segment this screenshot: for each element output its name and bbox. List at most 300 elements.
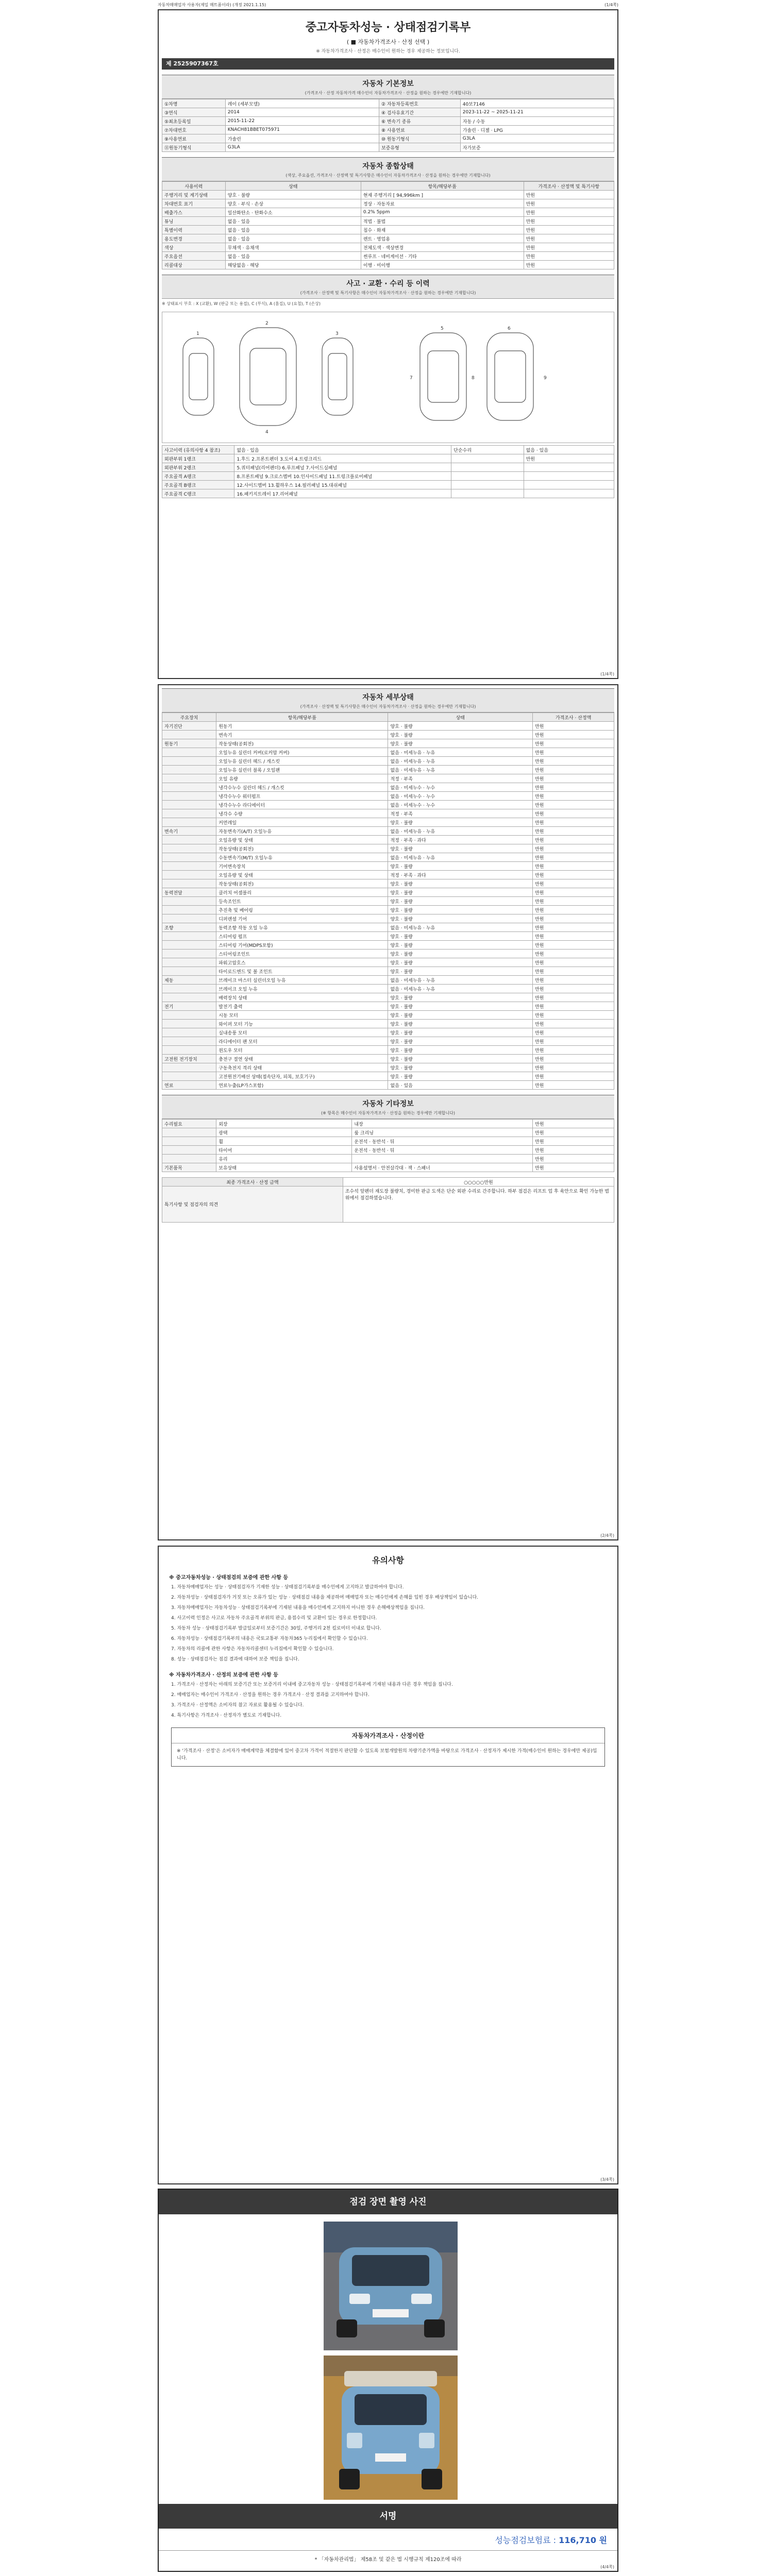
detail-row [162, 1081, 614, 1090]
detail-row [162, 1055, 614, 1063]
svg-text:8: 8 [472, 376, 475, 381]
detail-row [162, 792, 614, 801]
basic-info-title: 자동차 기본정보 [362, 80, 414, 88]
page-1 [158, 9, 618, 679]
special-notes-text: 조수석 앞펜더 재도장 불량치, 경미한 판금 도색은 단순 외판 수리로 간주합니다. 하부 점검은 리프트 업 후 육안으로 확인 가능한 범위에서 점검하였습니다. [343, 1187, 614, 1223]
page-number: (4/4쪽) [600, 2565, 614, 2569]
total-status-row-cell: 만원 [524, 191, 614, 199]
other-info-row-cell: 휠 [216, 1137, 352, 1146]
detail-row-cell: 양호 · 불량 [388, 1046, 533, 1055]
detail-row-cell: 스티어링조인트 [216, 950, 388, 958]
detail-row-cell: 작동상태(공회전) [216, 739, 388, 748]
detail-row-cell: 등속조인트 [216, 897, 388, 906]
total-status-subtitle: (색상, 주요옵션, 가격조사 · 산정액 및 특기사항은 매수인이 자동차가격조사 · 산정을 원하는 경우에만 기재합니다) [285, 173, 491, 178]
accident-row-cell: 1.후드 2.프론트펜더 3.도어 4.트렁크리드 [234, 454, 451, 463]
svg-text:3: 3 [335, 331, 339, 336]
column-header: 상태 [388, 713, 533, 722]
detail-row-cell: 만원 [533, 739, 614, 748]
total-status-row-cell: 배출가스 [162, 208, 226, 217]
detail-row-cell: 양호 · 불량 [388, 906, 533, 914]
detail-row-cell: 적정 · 부족 · 과다 [388, 836, 533, 844]
other-info-row-cell: 만원 [533, 1128, 614, 1137]
detail-row-cell: 만원 [533, 950, 614, 958]
accident-row-cell [451, 463, 524, 472]
detail-row-cell: 라디에이터 팬 모터 [216, 1037, 388, 1046]
basic-info-row [162, 117, 614, 126]
page-4 [158, 2189, 618, 2572]
basic-info-row-cell: ⑥ 변속기 종류 [379, 117, 460, 126]
notice-item: 5. 자동차 성능 · 상태점검기록부 발급일로부터 보증기간은 30일, 주행거리 2천 킬로미터 이내로 합니다. [171, 1626, 381, 1631]
detail-row [162, 1063, 614, 1072]
detail-row-cell: 양호 · 불량 [388, 1028, 533, 1037]
detail-row-cell: 만원 [533, 809, 614, 818]
detail-row-cell: 만원 [533, 783, 614, 792]
detail-row-cell [162, 1063, 216, 1072]
detail-row-cell: 냉각수누수 실린더 헤드 / 개스킷 [216, 783, 388, 792]
detail-row-cell: 변속기 [162, 827, 216, 836]
total-status-row-cell: 만원 [524, 199, 614, 208]
detail-row-cell: 만원 [533, 792, 614, 801]
detail-row [162, 914, 614, 923]
total-status-row-cell: 만원 [524, 252, 614, 261]
detail-row-cell: 만원 [533, 976, 614, 985]
detail-row-cell: 만원 [533, 801, 614, 809]
detail-row-cell: 연료누출(LP가스포함) [216, 1081, 388, 1090]
basic-info-row-cell: 가솔린 · 디젤 · LPG [460, 126, 614, 134]
notice-item: 2. 자동차성능 · 상태점검자가 거짓 또는 오류가 있는 성능 · 상태점검 내용을 제공하여 매매업자 또는 매수인에게 손해를 입힌 경우 배상책임이 있습니다. [171, 1595, 479, 1600]
basic-info-table [162, 99, 614, 152]
basic-info-row-cell: 2023-11-22 ~ 2025-11-21 [460, 108, 614, 117]
detail-row [162, 897, 614, 906]
detail-row-cell: 만원 [533, 818, 614, 827]
total-status-row-cell: 만원 [524, 243, 614, 252]
other-info-title: 자동차 기타정보 [362, 1100, 414, 1108]
detail-row-cell: 양호 · 불량 [388, 1055, 533, 1063]
detail-row-cell: 와이퍼 모터 기능 [216, 1020, 388, 1028]
detail-row-cell: 양호 · 불량 [388, 1072, 533, 1081]
accident-row-cell [451, 472, 524, 481]
detail-row-cell: 구동축전지 격리 상태 [216, 1063, 388, 1072]
total-status-row-cell: 이행 · 미이행 [361, 261, 524, 269]
total-status-row [162, 261, 614, 269]
detail-row-cell: 스티어링 기어(MDPS포함) [216, 941, 388, 950]
other-info-row-cell: 만원 [533, 1137, 614, 1146]
total-status-row-cell: 없음 · 있음 [225, 226, 361, 234]
total-status-row-cell: 없음 · 있음 [225, 252, 361, 261]
total-status-row-cell: 색상 [162, 243, 226, 252]
detail-row-cell: 만원 [533, 941, 614, 950]
total-status-header [162, 157, 614, 181]
detail-row-cell [162, 792, 216, 801]
svg-text:2: 2 [265, 321, 268, 326]
detail-row [162, 1002, 614, 1011]
detail-row-cell: 오일누유 실린더 블록 / 오일팬 [216, 766, 388, 774]
accident-row-cell: 단순수리 [451, 446, 524, 454]
detail-row-cell: 오일누유 실린더 헤드 / 개스킷 [216, 757, 388, 766]
column-header: 항목/해당부품 [216, 713, 388, 722]
notice-item: 4. 사고이력 인정은 사고로 자동차 주요골격 부위의 판금, 용접수리 및 교환이 있는 경우로 한정합니다. [171, 1616, 377, 1621]
basic-info-row-cell: G3LA [460, 134, 614, 143]
accident-row-cell: 없음 · 있음 [524, 446, 614, 454]
detail-row [162, 783, 614, 792]
detail-row-cell: 양호 · 불량 [388, 818, 533, 827]
detail-row [162, 879, 614, 888]
final-price-label: 최종 가격조사 · 산정 금액 [162, 1178, 343, 1187]
detail-row-cell: 양호 · 불량 [388, 950, 533, 958]
column-header: 주요장치 [162, 713, 216, 722]
accident-row [162, 446, 614, 454]
detail-row-cell: 디퍼렌셜 기어 [216, 914, 388, 923]
column-header: 가격조사 · 산정액 및 특기사항 [524, 182, 614, 191]
detail-row-cell: 양호 · 불량 [388, 722, 533, 731]
accident-row [162, 481, 614, 489]
detail-row-cell: 만원 [533, 923, 614, 932]
total-status-row-cell: 썬루프 · 네비게이션 · 기타 [361, 252, 524, 261]
detail-row-cell: 없음 · 미세누수 · 누수 [388, 801, 533, 809]
detail-row-cell: 만원 [533, 967, 614, 976]
svg-text:1: 1 [196, 331, 199, 336]
total-status-row-cell: 없음 · 있음 [225, 234, 361, 243]
detail-row [162, 1046, 614, 1055]
detail-row-cell: 없음 · 있음 [388, 1081, 533, 1090]
detail-row-cell: 만원 [533, 906, 614, 914]
detail-row-cell: 없음 · 미세누유 · 누유 [388, 757, 533, 766]
detail-row [162, 853, 614, 862]
warranty-section-title: ※ 중고자동차성능 · 상태점검의 보증에 관한 사항 등 [169, 1575, 289, 1581]
detail-row-cell: 냉각수누수 라디에이터 [216, 801, 388, 809]
other-info-row-cell: 운전석 · 동반석 · 뒤 [352, 1137, 533, 1146]
notice-item: 8. 성능 · 상태점검자는 점검 결과에 대하여 보증 책임을 집니다. [171, 1657, 299, 1662]
detail-row-cell: 제동 [162, 976, 216, 985]
detail-row-cell: 작동상태(공회전) [216, 844, 388, 853]
car-body-diagram [162, 312, 614, 443]
detail-row-cell: 만원 [533, 853, 614, 862]
detail-row-cell: 양호 · 불량 [388, 932, 533, 941]
notice-item: 4. 특기사항은 가격조사 · 산정자가 별도로 기재합니다. [171, 1713, 282, 1718]
detail-row-cell: 시동 모터 [216, 1011, 388, 1020]
svg-text:4: 4 [265, 430, 268, 435]
detail-row [162, 818, 614, 827]
detail-row-cell: 없음 · 미세누유 · 누유 [388, 985, 533, 993]
detail-row-cell: 추진축 및 베어링 [216, 906, 388, 914]
detail-row [162, 941, 614, 950]
special-notes-label: 특기사항 및 점검자의 의견 [162, 1187, 343, 1223]
detail-row-cell: 클러치 어셈블리 [216, 888, 388, 897]
total-status-row [162, 191, 614, 199]
detail-row-cell: 만원 [533, 1046, 614, 1055]
column-header: 사용이력 [162, 182, 226, 191]
other-info-row-cell: 룸 크리닝 [352, 1128, 533, 1137]
other-info-row [162, 1120, 614, 1128]
total-status-title: 자동차 종합상태 [362, 162, 414, 171]
detail-row [162, 801, 614, 809]
detail-row-cell [162, 950, 216, 958]
detail-row-cell: 연료 [162, 1081, 216, 1090]
detail-row [162, 827, 614, 836]
detail-row [162, 731, 614, 739]
svg-text:5: 5 [441, 326, 444, 331]
total-status-row-cell: 만원 [524, 261, 614, 269]
insurance-fee-value: 116,710 원 [559, 2535, 607, 2545]
detail-row-cell: 만원 [533, 827, 614, 836]
detail-row [162, 906, 614, 914]
detail-row-cell [162, 941, 216, 950]
legal-footer: * 「자동차관리법」 제58조 및 같은 법 시행규칙 제120조에 따라 [159, 2550, 617, 2569]
notice-item: 2. 매매업자는 매수인이 가격조사 · 산정을 원하는 경우 가격조사 · 산정 결과를 고지하여야 합니다. [171, 1692, 369, 1698]
detail-row-cell [162, 958, 216, 967]
total-status-row [162, 243, 614, 252]
total-status-row-cell: 현재 주행거리 [ 94,996km ] [361, 191, 524, 199]
total-status-row-cell: 양호 · 부식 · 손상 [225, 199, 361, 208]
basic-info-row [162, 143, 614, 152]
detail-row-cell: 발전기 출력 [216, 1002, 388, 1011]
detail-table [162, 713, 614, 1090]
other-info-row-cell: 광택 [216, 1128, 352, 1137]
detail-row-cell: 만원 [533, 722, 614, 731]
detail-row-cell: 양호 · 불량 [388, 1063, 533, 1072]
detail-row-cell: 만원 [533, 1063, 614, 1072]
accident-row-cell: 주요골격 B랭크 [162, 481, 234, 489]
detail-row-cell: 브레이크 오일 누유 [216, 985, 388, 993]
accident-legend: ※ 상태표시 부호 : X (교환), W (판금 또는 용접), C (부식), A (흠집), U (요철), T (손상) [162, 301, 321, 306]
other-info-row [162, 1128, 614, 1137]
detail-row-cell [162, 801, 216, 809]
detail-row [162, 1020, 614, 1028]
basic-info-row [162, 108, 614, 117]
total-status-row [162, 234, 614, 243]
basic-info-row-cell: 자가보증 [460, 143, 614, 152]
detail-row-cell [162, 1072, 216, 1081]
price-definition-box [171, 1727, 605, 1767]
other-info-row-cell: 유리 [216, 1155, 352, 1163]
detail-row-cell: 만원 [533, 1011, 614, 1020]
detail-row-cell: 만원 [533, 1028, 614, 1037]
detail-row-cell: 작동상태(공회전) [216, 879, 388, 888]
page-2 [158, 684, 618, 1540]
detail-row [162, 774, 614, 783]
basic-info-row-cell: ⑨사용연료 [162, 134, 226, 143]
other-info-row-cell: 기본품목 [162, 1163, 216, 1172]
detail-row-cell [162, 853, 216, 862]
other-info-row-cell: 사용설명서 · 안전삼각대 · 잭 · 스패너 [352, 1163, 533, 1172]
total-status-row-cell: 주행거리 및 계기상태 [162, 191, 226, 199]
detail-row [162, 757, 614, 766]
detail-row [162, 844, 614, 853]
accident-row-cell [451, 489, 524, 498]
page-number: (3/4쪽) [600, 2177, 614, 2182]
document-note: ※ 자동차가격조사 · 산정은 매수인이 원하는 경우 제공하는 정보입니다. [316, 49, 460, 54]
detail-row-cell: 만원 [533, 731, 614, 739]
total-status-row [162, 217, 614, 226]
car-outline-drawing [162, 312, 616, 443]
detail-row-cell: 만원 [533, 897, 614, 906]
basic-info-row-cell: ⑦차대번호 [162, 126, 226, 134]
basic-info-row-cell: ⑧ 사용연료 [379, 126, 460, 134]
other-info-row [162, 1163, 614, 1172]
detail-row [162, 1028, 614, 1037]
column-header: 상태 [225, 182, 361, 191]
warranty-list [171, 1584, 605, 1663]
price-definition-text: ※ '가격조사 · 산정'은 소비자가 매매계약을 체결함에 있어 중고차 가격이 적절한지 판단할 수 있도록 보험개발원의 차량기준가액을 바탕으로 가격조사 · 산정자가 제시한 가격(매수인이 원하는 경우에만 제공)입니다. [177, 1749, 597, 1761]
detail-row-cell: 수동변속기(M/T) 오일누유 [216, 853, 388, 862]
total-status-row-cell: 렌트 · 영업용 [361, 234, 524, 243]
detail-row-cell: 변속기 [216, 731, 388, 739]
basic-info-row-cell: 2015-11-22 [225, 117, 379, 126]
detail-row-cell [162, 818, 216, 827]
detail-row-cell [162, 1046, 216, 1055]
accident-row [162, 472, 614, 481]
detail-row [162, 932, 614, 941]
detail-row-cell [162, 774, 216, 783]
detail-row [162, 722, 614, 731]
detail-row-cell: 양호 · 불량 [388, 739, 533, 748]
notice-item: 3. 자동차매매업자는 자동차성능 · 상태점검기록부에 기재된 내용을 매수인에게 고지하지 아니한 경우 손해배상책임을 집니다. [171, 1605, 425, 1611]
total-status-row-cell: 정상 · 자동자료 [361, 199, 524, 208]
other-info-row-cell [352, 1155, 533, 1163]
svg-text:9: 9 [544, 376, 547, 381]
document-number: 제 2525907367호 [162, 58, 614, 70]
detail-row [162, 748, 614, 757]
detail-row-cell: 윈도우 모터 [216, 1046, 388, 1055]
total-status-row [162, 252, 614, 261]
detail-row-cell [162, 1020, 216, 1028]
detail-row-cell: 양호 · 불량 [388, 879, 533, 888]
page-number: (2/4쪽) [600, 1533, 614, 1538]
total-status-row-cell: 만원 [524, 234, 614, 243]
detail-row-cell [162, 914, 216, 923]
detail-row-cell: 없음 · 미세누수 · 누수 [388, 792, 533, 801]
total-status-row-cell: 양호 · 불량 [225, 191, 361, 199]
detail-row [162, 976, 614, 985]
other-info-header [162, 1095, 614, 1119]
detail-row [162, 993, 614, 1002]
total-status-table [162, 181, 614, 269]
detail-row-cell: 만원 [533, 879, 614, 888]
page-number: (1/4쪽) [600, 672, 614, 676]
accident-row-cell: 만원 [524, 454, 614, 463]
detail-row-cell [162, 1028, 216, 1037]
basic-info-row-cell: 자동 / 수동 [460, 117, 614, 126]
basic-info-row-cell: ①차명 [162, 99, 226, 108]
accident-subtitle: (가격조사 · 산정액 및 특기사항은 매수인이 자동차가격조사 · 산정을 원하는 경우에만 기재합니다) [300, 291, 476, 295]
basic-info-row [162, 99, 614, 108]
car-photo-rear-drawing [324, 2355, 458, 2500]
other-info-row-cell: 내장 [352, 1120, 533, 1128]
detail-row-cell: 만원 [533, 1002, 614, 1011]
total-status-row-cell: 주요옵션 [162, 252, 226, 261]
detail-row-cell: 양호 · 불량 [388, 1037, 533, 1046]
final-price-table [162, 1177, 614, 1223]
detail-row-cell: 기어변속장치 [216, 862, 388, 871]
other-info-row-cell: 타이어 [216, 1146, 352, 1155]
detail-row-cell [162, 993, 216, 1002]
detail-row-cell: 만원 [533, 1037, 614, 1046]
detail-row-cell: 고전원 전기장치 [162, 1055, 216, 1063]
basic-info-row-cell: ② 자동차등록번호 [379, 99, 460, 108]
detail-row-cell: 양호 · 불량 [388, 993, 533, 1002]
total-status-row-cell: 없음 · 있음 [225, 217, 361, 226]
total-status-row-cell: 만원 [524, 208, 614, 217]
inspection-photo-rear [324, 2355, 458, 2500]
detail-row-cell: 고전원전기배선 상태(접속단자, 피복, 보호기구) [216, 1072, 388, 1081]
detail-row-cell: 만원 [533, 862, 614, 871]
detail-row [162, 871, 614, 879]
accident-row-cell: 16.패키지트레이 17.리어패널 [234, 489, 451, 498]
detail-row-cell [162, 844, 216, 853]
notice-item: 6. 자동차성능 · 상태점검기록부의 내용은 국토교통부 자동차365 누리집에서 확인할 수 있습니다. [171, 1636, 368, 1641]
detail-row-cell [162, 871, 216, 879]
notice-item: 3. 가격조사 · 산정액은 소비자의 참고 자료로 활용될 수 있습니다. [171, 1703, 304, 1708]
detail-row-cell: 오일누유 실린더 커버(로커암 커버) [216, 748, 388, 757]
total-status-row-cell: 0.2% 5ppm [361, 208, 524, 217]
other-info-row [162, 1137, 614, 1146]
total-status-row-cell: 만원 [524, 226, 614, 234]
accident-row-cell [524, 489, 614, 498]
detail-row-cell: 만원 [533, 766, 614, 774]
detail-row-cell: 만원 [533, 914, 614, 923]
other-info-row [162, 1155, 614, 1163]
accident-row-cell [524, 481, 614, 489]
detail-row [162, 967, 614, 976]
detail-row-cell [162, 836, 216, 844]
total-status-row-cell: 적법 · 불법 [361, 217, 524, 226]
basic-info-row-cell: ⑤최초등록일 [162, 117, 226, 126]
other-info-row-cell: 만원 [533, 1155, 614, 1163]
detail-row-cell: 양호 · 불량 [388, 897, 533, 906]
other-info-row-cell [162, 1128, 216, 1137]
detail-row-cell: 없음 · 미세누유 · 누유 [388, 923, 533, 932]
detail-row-cell: 만원 [533, 757, 614, 766]
document-title: 중고자동차성능 · 상태점검기록부 [305, 21, 471, 34]
detail-row-cell: 양호 · 불량 [388, 844, 533, 853]
page-3 [158, 1546, 618, 2184]
detail-row-cell: 오일유량 및 상태 [216, 836, 388, 844]
basic-info-row-cell: 40보7146 [460, 99, 614, 108]
detail-row-cell: 동력전달 [162, 888, 216, 897]
detail-row-cell: 적정 · 부족 [388, 774, 533, 783]
detail-row-cell [162, 985, 216, 993]
detail-row-cell [162, 862, 216, 871]
total-status-row-cell: 해당없음 · 해당 [225, 261, 361, 269]
svg-text:7: 7 [410, 376, 413, 381]
detail-row-cell [162, 731, 216, 739]
accident-row-cell: 없음 · 있음 [234, 446, 451, 454]
total-status-row-cell: 일산화탄소 · 탄화수소 [225, 208, 361, 217]
detail-row-cell: 만원 [533, 748, 614, 757]
accident-row-cell [524, 463, 614, 472]
accident-row-cell [451, 454, 524, 463]
detail-row-cell: 조향 [162, 923, 216, 932]
detail-row-cell: 적정 · 부족 · 과다 [388, 871, 533, 879]
other-info-row-cell: 만원 [533, 1146, 614, 1155]
detail-row-cell: 실내송풍 모터 [216, 1028, 388, 1037]
detail-row-cell: 커먼레일 [216, 818, 388, 827]
document-subtitle: ( ■ 자동차가격조사 · 산정 선택 ) [346, 39, 430, 45]
detail-row-cell: 없음 · 미세누수 · 누수 [388, 783, 533, 792]
basic-info-row [162, 134, 614, 143]
detail-row [162, 950, 614, 958]
detail-row-cell: 타이로드엔드 및 볼 조인트 [216, 967, 388, 976]
total-status-row-cell: 전체도색 · 색상변경 [361, 243, 524, 252]
basic-info-row-cell: 레이 (세부모델) [225, 99, 379, 108]
detail-row-cell: 냉각수누수 워터펌프 [216, 792, 388, 801]
total-status-row-cell: 침수 · 화재 [361, 226, 524, 234]
detail-title: 자동차 세부상태 [362, 693, 414, 702]
detail-row-cell: 양호 · 불량 [388, 941, 533, 950]
total-status-row-cell: 만원 [524, 217, 614, 226]
accident-row [162, 489, 614, 498]
accident-row-cell: 5.쿼터패널(리어펜더) 6.루프패널 7.사이드실패널 [234, 463, 451, 472]
